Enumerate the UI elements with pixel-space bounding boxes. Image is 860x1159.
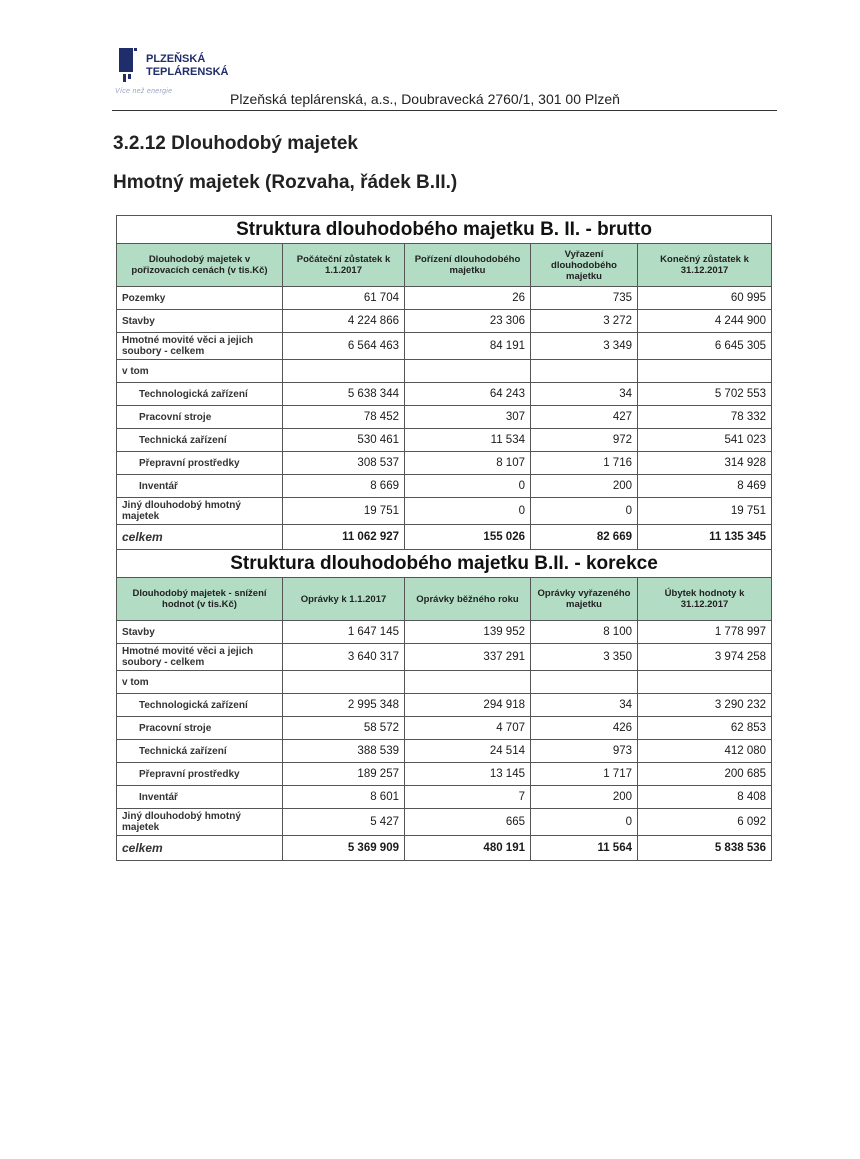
table-row [117, 740, 772, 763]
cell-value: 23 306 [405, 310, 531, 333]
cell-value: 0 [405, 475, 531, 498]
column-header: Oprávky k 1.1.2017 [283, 578, 405, 621]
cell-value: 3 350 [531, 644, 638, 671]
cell-value: 1 716 [531, 452, 638, 475]
table-row [117, 809, 772, 836]
total-row [117, 836, 772, 861]
row-label: Hmotné movité věci a jejich soubory - celkem [117, 333, 283, 360]
row-label: Hmotné movité věci a jejich soubory - celkem [117, 644, 283, 671]
row-label: Jiný dlouhodobý hmotný majetek [117, 498, 283, 525]
page-header [112, 46, 777, 114]
column-header: Dlouhodobý majetek v pořizovacích cenách (v tis.Kč) [117, 244, 283, 287]
column-header: Vyřazení dlouhodobého majetku [531, 244, 638, 287]
korekce-title: Struktura dlouhodobého majetku B.II. - korekce [117, 550, 772, 578]
table-row [117, 671, 772, 694]
cell-value: 200 685 [638, 763, 772, 786]
total-value: 82 669 [531, 525, 638, 550]
total-label: celkem [117, 525, 283, 550]
cell-value: 3 349 [531, 333, 638, 360]
cell-value: 294 918 [405, 694, 531, 717]
cell-value: 530 461 [283, 429, 405, 452]
row-label: Jiný dlouhodobý hmotný majetek [117, 809, 283, 836]
cell-value: 8 669 [283, 475, 405, 498]
cell-value: 19 751 [283, 498, 405, 525]
cell-value: 34 [531, 383, 638, 406]
total-value: 11 062 927 [283, 525, 405, 550]
cell-value: 8 408 [638, 786, 772, 809]
cell-value: 308 537 [283, 452, 405, 475]
table-row [117, 621, 772, 644]
cell-value: 1 778 997 [638, 621, 772, 644]
row-label: Přepravní prostředky [117, 763, 283, 786]
cell-value: 61 704 [283, 287, 405, 310]
cell-value: 8 107 [405, 452, 531, 475]
table-row [117, 287, 772, 310]
logo-tagline: Více než energie [115, 88, 173, 95]
table-row [117, 333, 772, 360]
cell-value: 388 539 [283, 740, 405, 763]
subsection-title: Hmotný majetek (Rozvaha, řádek B.II.) [113, 172, 458, 193]
logo-line-1: PLZEŇSKÁ [146, 53, 206, 65]
row-label: Technická zařízení [117, 429, 283, 452]
table-row [117, 498, 772, 525]
cell-value: 19 751 [638, 498, 772, 525]
cell-value: 3 974 258 [638, 644, 772, 671]
cell-value: 0 [405, 498, 531, 525]
cell-value: 973 [531, 740, 638, 763]
row-label: Inventář [117, 475, 283, 498]
cell-value: 4 244 900 [638, 310, 772, 333]
section-title: 3.2.12 Dlouhodobý majetek [113, 133, 358, 154]
brutto-title-row [117, 216, 772, 244]
header-divider [112, 110, 777, 111]
total-value: 480 191 [405, 836, 531, 861]
cell-value: 6 645 305 [638, 333, 772, 360]
row-label: Pracovní stroje [117, 406, 283, 429]
table-row [117, 763, 772, 786]
table-row [117, 694, 772, 717]
column-header: Konečný zůstatek k 31.12.2017 [638, 244, 772, 287]
row-label: Technologická zařízení [117, 694, 283, 717]
cell-value: 3 290 232 [638, 694, 772, 717]
row-label: Technická zařízení [117, 740, 283, 763]
column-header: Pořízení dlouhodobého majetku [405, 244, 531, 287]
cell-value: 84 191 [405, 333, 531, 360]
table-row [117, 383, 772, 406]
korekce-header-row [117, 578, 772, 621]
cell-value: 3 640 317 [283, 644, 405, 671]
total-label: celkem [117, 836, 283, 861]
cell-value: 2 995 348 [283, 694, 405, 717]
table-row [117, 310, 772, 333]
cell-value: 4 707 [405, 717, 531, 740]
cell-value: 307 [405, 406, 531, 429]
cell-value: 24 514 [405, 740, 531, 763]
table-row [117, 360, 772, 383]
cell-value: 78 452 [283, 406, 405, 429]
total-row [117, 525, 772, 550]
company-address: Plzeňská teplárenská, a.s., Doubravecká 2760/1, 301 00 Plzeň [230, 91, 620, 107]
cell-value: 426 [531, 717, 638, 740]
row-label: Pozemky [117, 287, 283, 310]
column-header: Dlouhodobý majetek - snížení hodnot (v tis.Kč) [117, 578, 283, 621]
column-header: Úbytek hodnoty k 31.12.2017 [638, 578, 772, 621]
cell-value: 60 995 [638, 287, 772, 310]
brutto-header-row [117, 244, 772, 287]
cell-value: 972 [531, 429, 638, 452]
cell-value: 8 100 [531, 621, 638, 644]
cell-value: 200 [531, 786, 638, 809]
company-logo [146, 53, 229, 79]
table-row [117, 406, 772, 429]
cell-value: 5 702 553 [638, 383, 772, 406]
cell-value: 3 272 [531, 310, 638, 333]
cell-value: 4 224 866 [283, 310, 405, 333]
column-header: Počáteční zůstatek k 1.1.2017 [283, 244, 405, 287]
row-label: Inventář [117, 786, 283, 809]
row-label: v tom [117, 360, 283, 383]
cell-value: 5 427 [283, 809, 405, 836]
cell-value: 337 291 [405, 644, 531, 671]
cell-value: 314 928 [638, 452, 772, 475]
cell-value: 6 564 463 [283, 333, 405, 360]
row-label: Stavby [117, 621, 283, 644]
cell-value: 0 [531, 498, 638, 525]
table-row [117, 644, 772, 671]
cell-value: 1 647 145 [283, 621, 405, 644]
cell-value: 1 717 [531, 763, 638, 786]
cell-value: 7 [405, 786, 531, 809]
column-header: Oprávky běžného roku [405, 578, 531, 621]
cell-value: 541 023 [638, 429, 772, 452]
asset-structure-table [116, 215, 772, 861]
cell-value: 0 [531, 809, 638, 836]
cell-value: 78 332 [638, 406, 772, 429]
total-value: 11 135 345 [638, 525, 772, 550]
cell-value: 62 853 [638, 717, 772, 740]
cell-value: 200 [531, 475, 638, 498]
cell-value: 139 952 [405, 621, 531, 644]
cell-value: 8 601 [283, 786, 405, 809]
row-label: Pracovní stroje [117, 717, 283, 740]
row-label: Technologická zařízení [117, 383, 283, 406]
cell-value: 412 080 [638, 740, 772, 763]
logo-line-2: TEPLÁRENSKÁ [146, 66, 229, 78]
column-header: Oprávky vyřazeného majetku [531, 578, 638, 621]
total-value: 11 564 [531, 836, 638, 861]
company-logo-icon [119, 48, 139, 82]
table-row [117, 475, 772, 498]
cell-value: 26 [405, 287, 531, 310]
row-label: Přepravní prostředky [117, 452, 283, 475]
cell-value: 5 638 344 [283, 383, 405, 406]
table-row [117, 717, 772, 740]
cell-value: 6 092 [638, 809, 772, 836]
cell-value: 665 [405, 809, 531, 836]
cell-value: 34 [531, 694, 638, 717]
row-label: Stavby [117, 310, 283, 333]
cell-value: 64 243 [405, 383, 531, 406]
brutto-title: Struktura dlouhodobého majetku B. II. - brutto [117, 216, 772, 244]
cell-value: 11 534 [405, 429, 531, 452]
cell-value: 735 [531, 287, 638, 310]
cell-value: 427 [531, 406, 638, 429]
table-row [117, 452, 772, 475]
total-value: 5 369 909 [283, 836, 405, 861]
table-row [117, 429, 772, 452]
total-value: 155 026 [405, 525, 531, 550]
row-label: v tom [117, 671, 283, 694]
cell-value: 58 572 [283, 717, 405, 740]
cell-value: 13 145 [405, 763, 531, 786]
cell-value: 189 257 [283, 763, 405, 786]
cell-value: 8 469 [638, 475, 772, 498]
table-row [117, 786, 772, 809]
korekce-title-row [117, 550, 772, 578]
asset-table-container [116, 215, 771, 861]
total-value: 5 838 536 [638, 836, 772, 861]
